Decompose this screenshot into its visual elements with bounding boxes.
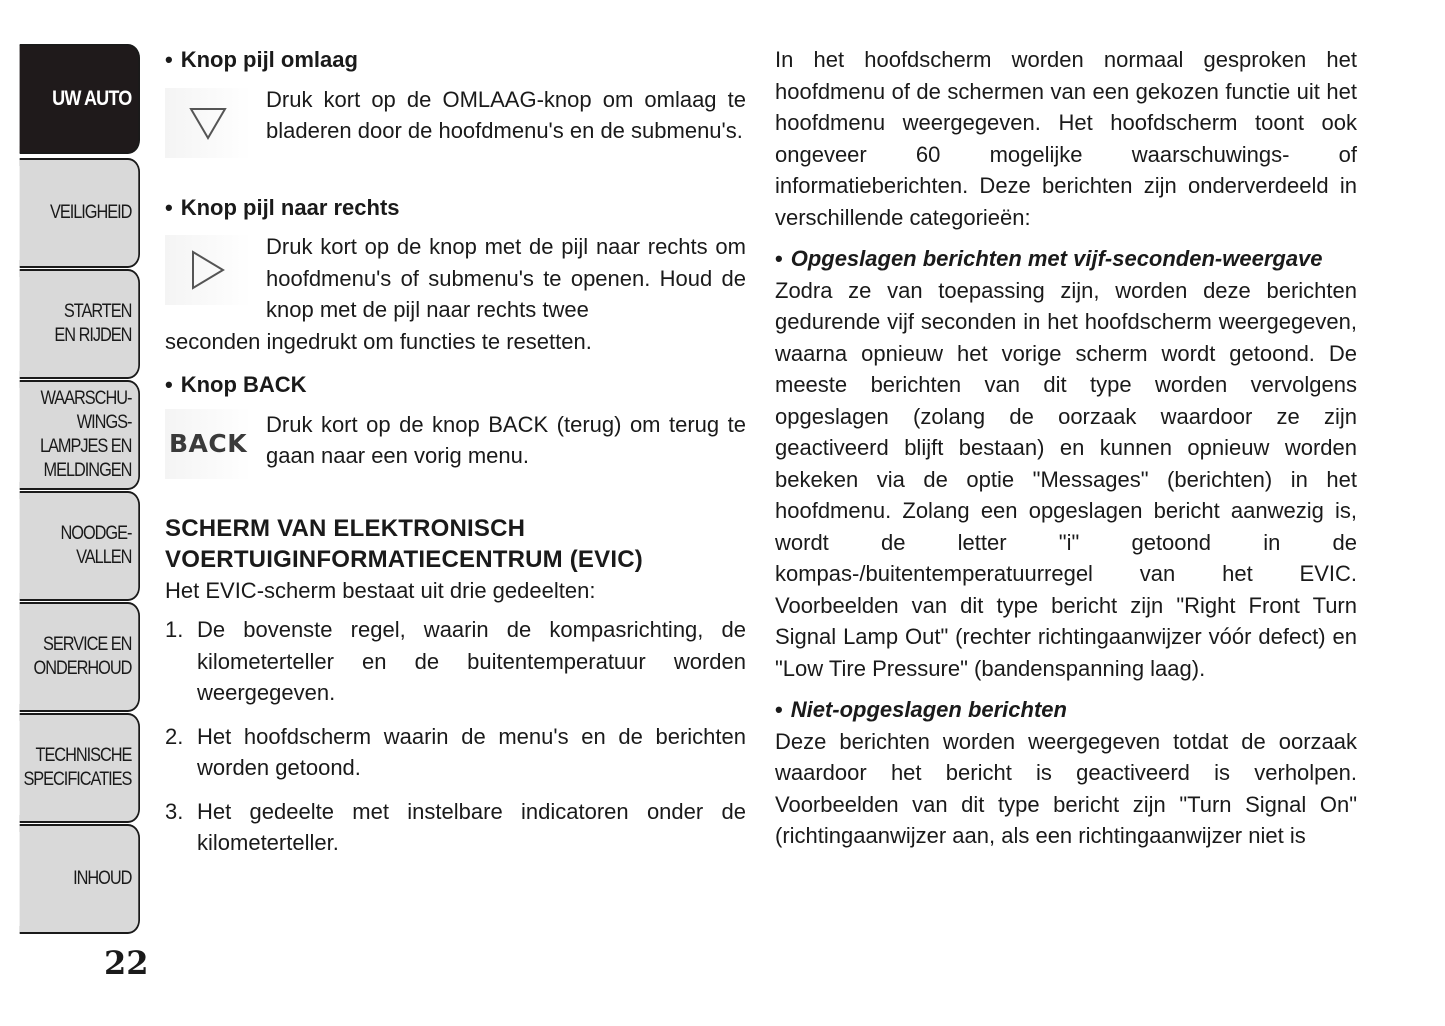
evic-parts-list [165,614,746,859]
tab-veiligheid[interactable]: VEILIGHEID [20,158,140,268]
stored-messages-heading [775,243,1357,275]
tab-starten-en-rijden[interactable]: STARTEN EN RIJDEN [20,269,140,379]
tab-noodgevallen[interactable]: NOODGE- VALLEN [20,491,140,601]
tab-uw-auto[interactable]: UW AUTO [20,44,140,154]
tab-technische-specificaties[interactable]: TECHNISCHE SPECIFICATIES [20,713,140,823]
right-button-description-continued: seconden ingedrukt om functies te resetten. [165,328,592,354]
bullet-heading-back [165,369,746,401]
list-text: Het hoofdscherm waarin de menu's en de berichten worden getoond. [197,723,746,780]
list-number: 2. [165,723,184,749]
bullet-dot: • [165,372,173,397]
back-button-block [165,409,746,479]
list-item [165,796,746,859]
main-screen-intro: In het hoofdscherm worden normaal gesproken het hoofdmenu of de schermen van een gekozen functie uit het hoofdmenu weergegeven. Het hoofdscherm toont ook ongeveer 60 mogelijke waarschuwings- of informatieberichten. Deze berichten zijn onderverdeeld in verschillende categorieën: [775,47,1357,230]
bullet-heading-right [165,192,746,224]
list-item [165,614,746,709]
heading-text: Opgeslagen berichten met vijf-seconden-weergave [790,246,1323,271]
tab-service-en-onderhoud[interactable]: SERVICE EN ONDERHOUD [20,602,140,712]
tab-inhoud[interactable]: INHOUD [20,824,140,934]
right-button-block [165,231,746,357]
heading-text: Knop pijl omlaag [180,47,358,72]
tab-waarschuwingslampjes[interactable]: WAARSCHU- WINGS- LAMPJES EN MELDINGEN [20,380,140,490]
right-column [775,44,1357,852]
back-icon-label: BACK [168,428,248,458]
bullet-heading-down [165,44,746,76]
down-button-description: Druk kort op de OMLAAG-knop om omlaag te bladeren door de hoofdmenu's en de submenu's. [266,86,746,143]
bullet-dot: • [775,246,783,271]
heading-text: Niet-opgeslagen berichten [790,697,1067,722]
back-button-icon [165,409,251,479]
bullet-dot: • [165,47,173,72]
bullet-dot: • [775,697,783,722]
back-button-description: Druk kort op de knop BACK (terug) om terug te gaan naar een vorig menu. [266,411,746,468]
right-triangle-icon [165,235,251,305]
down-triangle-icon [165,88,251,158]
section-intro: Het EVIC-scherm bestaat uit drie gedeelten: [165,577,596,603]
left-column [165,44,746,859]
unstored-messages-text: Deze berichten worden weergegeven totdat de oorzaak waardoor het bericht is geactiveerd is verholpen. Voorbeelden van dit type bericht zijn "Turn Signal On" (richtingaanwijzer aan, als een richtingaanwijzer niet is [775,728,1357,848]
right-button-description: Druk kort op de knop met de pijl naar rechts om hoofdmenu's of submenu's te openen. Houd de knop met de pijl naar rechts twee [266,234,746,322]
list-item [165,721,746,784]
page-number: 22 [104,944,149,982]
list-text: Het gedeelte met instelbare indicatoren onder de kilometerteller. [197,798,746,855]
unstored-messages-heading [775,694,1357,726]
down-button-block [165,84,746,180]
heading-text: Knop BACK [180,372,307,397]
list-number: 3. [165,798,184,824]
bullet-dot: • [165,194,173,220]
heading-text: Knop pijl naar rechts [180,194,400,220]
section-title-line-1: SCHERM VAN ELEKTRONISCH [165,514,526,542]
stored-messages-text: Zodra ze van toepassing zijn, worden deze berichten gedurende vijf seconden in het hoofdscherm weergegeven, waarna opnieuw het vorige scherm wordt getoond. De meeste berichten van dit type worden vervolgens opgeslagen (zolang de oorzaak waardoor ze zijn geactiveerd blijft bestaan) en kunnen opnieuw worden bekeken via de optie "Messages" (berichten) in het hoofdmenu. Zolang een opgeslagen bericht aanwezig is, wordt de letter "i" getoond in de kompas-/buitentemperatuurregel van het EVIC. Voorbeelden van dit type bericht zijn "Right Front Turn Signal Lamp Out" (rechter richtingaanwijzer vóór defect) en "Low Tire Pressure" (bandenspanning laag). [775,277,1357,681]
list-text: De bovenste regel, waarin de kompasrichting, de kilometerteller en de buitentemperatuur worden weergegeven. [197,617,746,705]
section-title-line-2: VOERTUIGINFORMATIECENTRUM (EVIC) [165,545,643,573]
list-number: 1. [165,617,184,642]
section-title [165,513,746,575]
